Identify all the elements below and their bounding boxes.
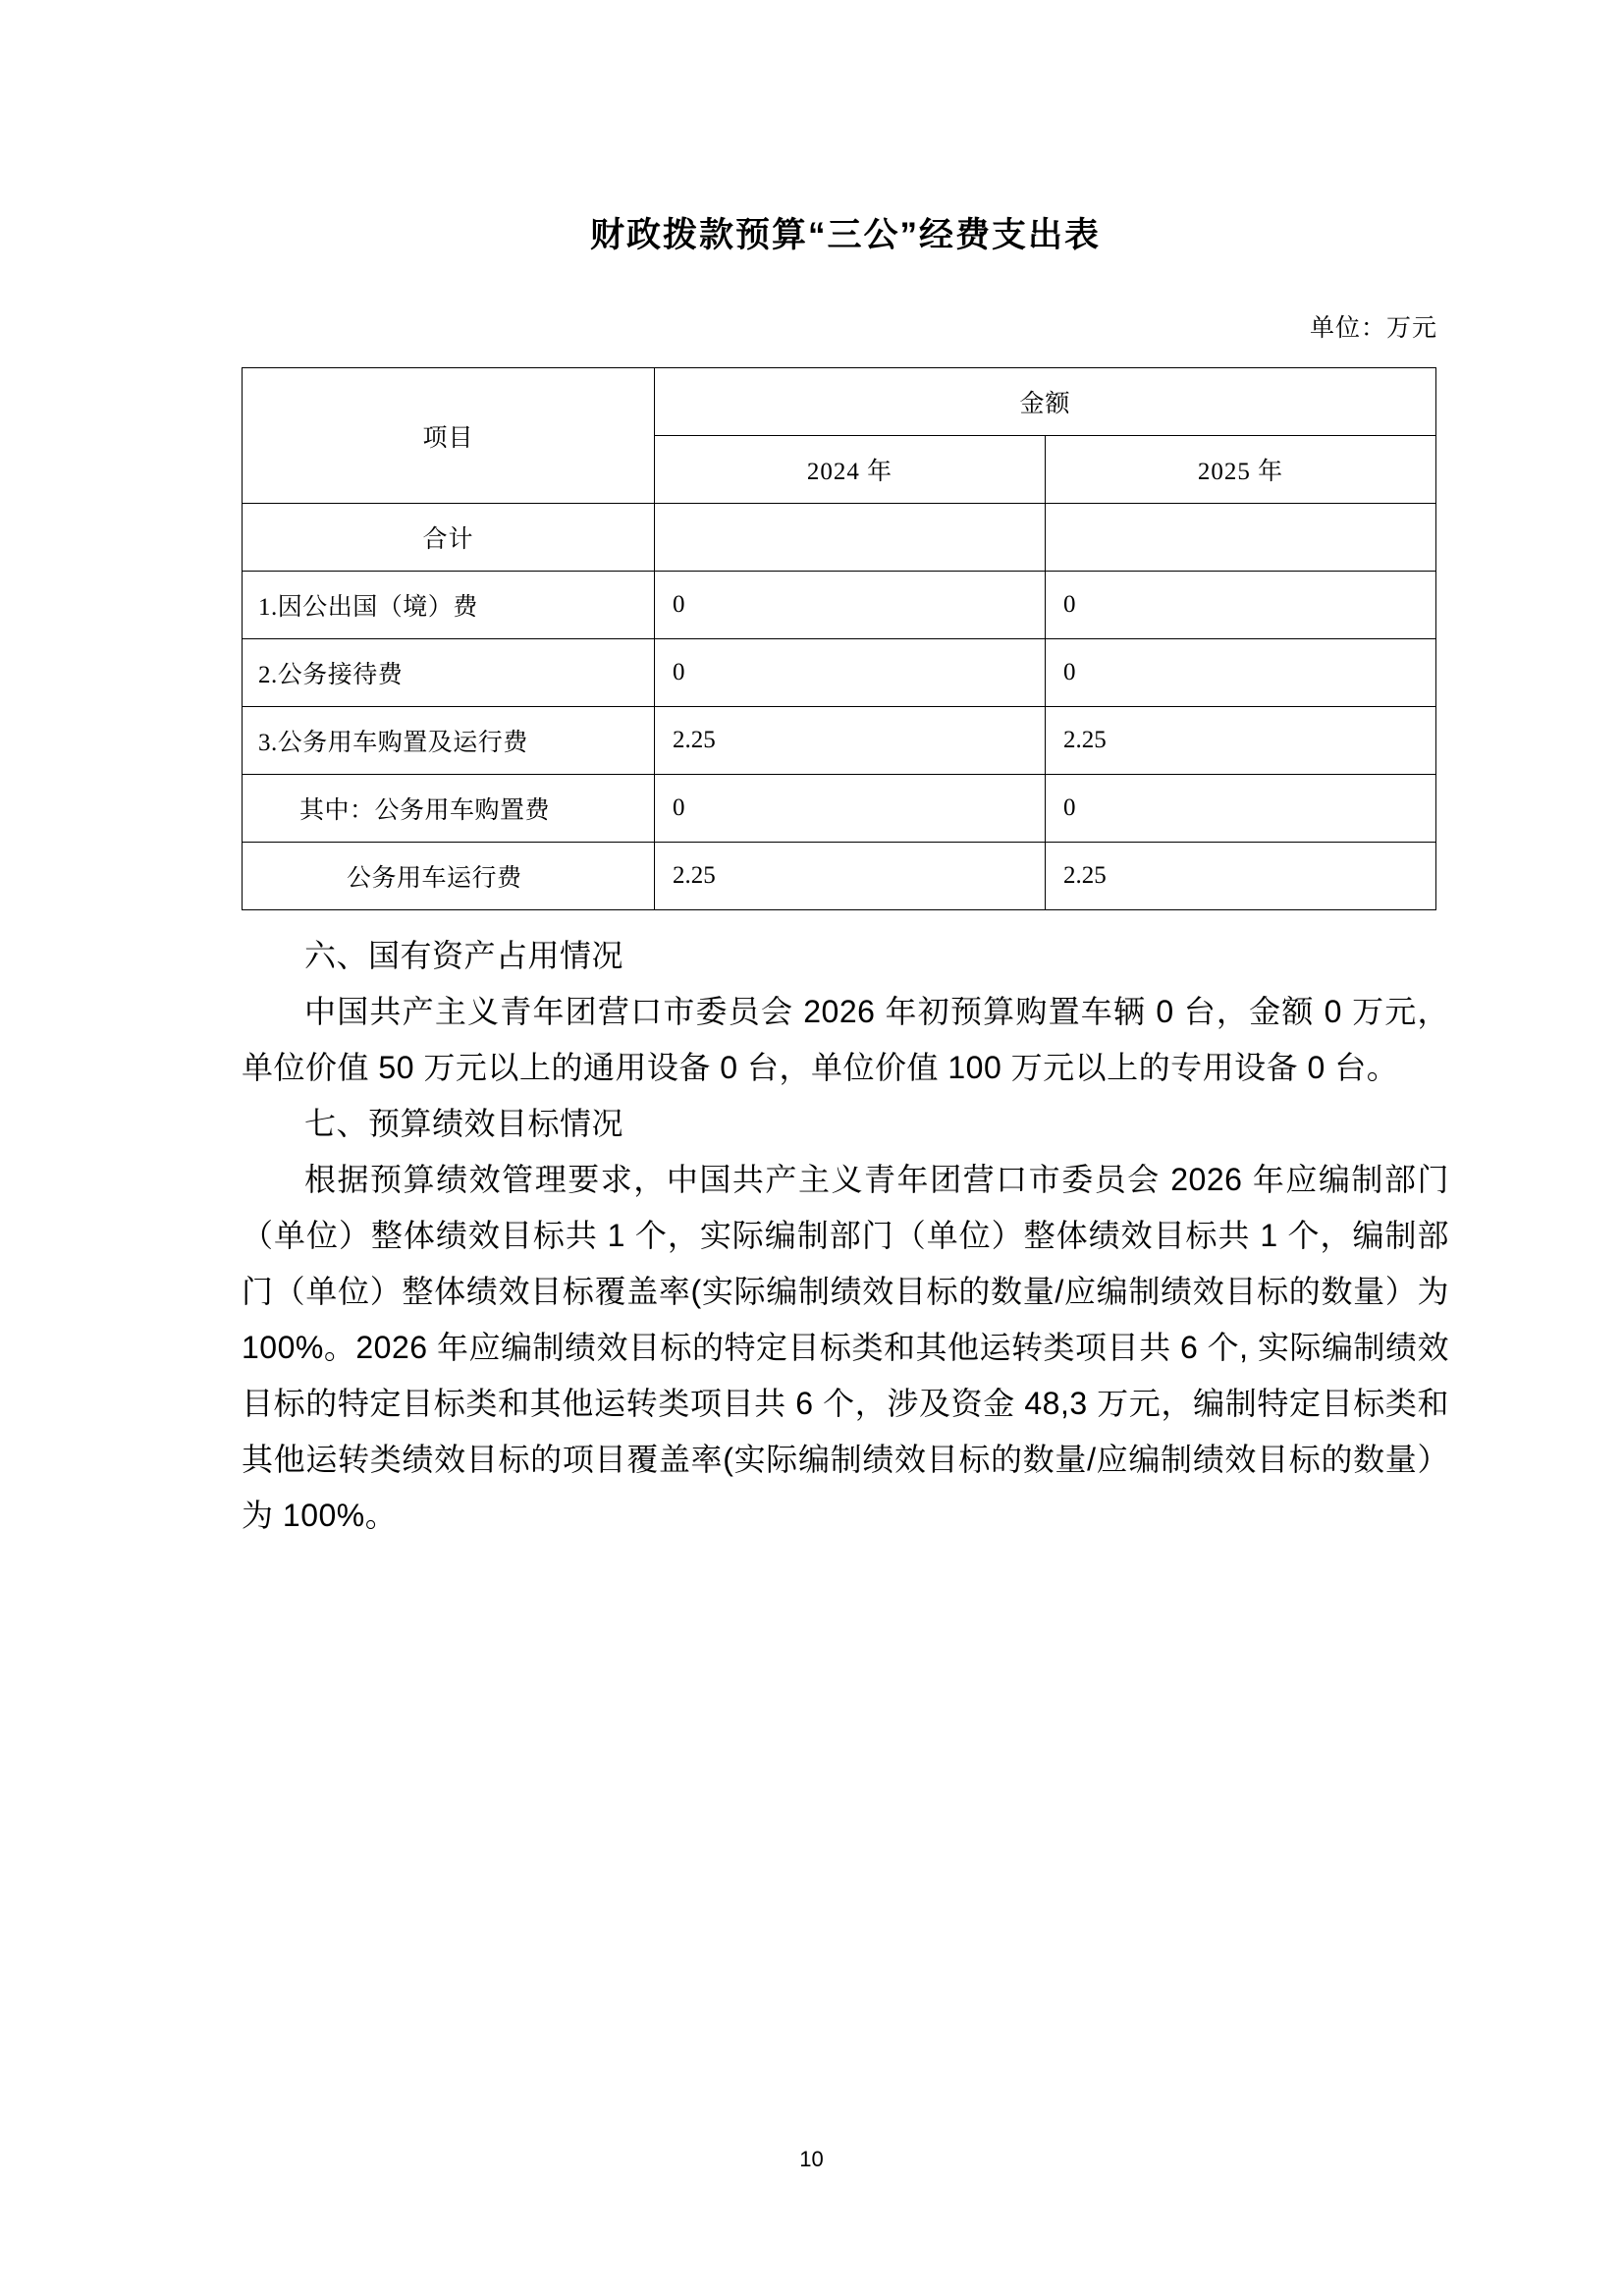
- page-number: 10: [799, 2147, 824, 2171]
- row-label-overseas: 1.因公出国（境）费: [243, 572, 655, 639]
- row-value-2025: 0: [1046, 775, 1436, 843]
- row-label-vehicle-operation: 公务用车运行费: [243, 843, 655, 910]
- row-value-2025: [1046, 504, 1436, 572]
- section-seven: [242, 1096, 1449, 1544]
- row-value-2025: 0: [1046, 639, 1436, 707]
- row-value-2024: 2.25: [655, 843, 1046, 910]
- header-year-2024: 2024 年: [655, 436, 1046, 504]
- section-six: [242, 928, 1449, 1096]
- row-value-2024: 2.25: [655, 707, 1046, 775]
- header-amount: 金额: [655, 368, 1436, 436]
- row-label-reception: 2.公务接待费: [243, 639, 655, 707]
- section-six-heading: 六、国有资产占用情况: [304, 938, 624, 973]
- unit-note: 单位：万元: [1309, 315, 1437, 342]
- table-row: [243, 504, 1436, 572]
- row-label-total: 合计: [243, 504, 655, 572]
- row-value-2024: 0: [655, 639, 1046, 707]
- header-year-2025: 2025 年: [1046, 436, 1436, 504]
- table-row: [243, 639, 1436, 707]
- table-header-row: [243, 368, 1436, 436]
- section-six-paragraph: 中国共产主义青年团营口市委员会 2026 年初预算购置车辆 0 台，金额 0 万元，单位价值 50 万元以上的通用设备 0 台，单位价值 100 万元以上的专用设备 0 台。: [242, 993, 1449, 1085]
- section-seven-paragraph: 根据预算绩效管理要求，中国共产主义青年团营口市委员会 2026 年应编制部门（单位）整体绩效目标共 1 个，实际编制部门（单位）整体绩效目标共 1 个，编制部门（单位）整体绩效目标覆盖率(实际编制绩效目标的数量/应编制绩效目标的数量）为 100%。2026 年应编制绩效目标的特定目标类和其他运转类项目共 6 个, 实际编制绩效目标的特定目标类和其他运转类项目共 6 个，涉及资金 48,3 万元，编制特定目标类和其他运转类绩效目标的项目覆盖率(实际编制绩效目标的数量/应编制绩效目标的数量）为 100%。: [242, 1161, 1449, 1533]
- row-label-vehicle-purchase: 其中：公务用车购置费: [243, 775, 655, 843]
- row-value-2025: 2.25: [1046, 707, 1436, 775]
- section-seven-heading: 七、预算绩效目标情况: [304, 1105, 624, 1141]
- header-item: 项目: [243, 368, 655, 504]
- row-value-2025: 2.25: [1046, 843, 1436, 910]
- row-value-2024: 0: [655, 572, 1046, 639]
- page-content: [242, 0, 1449, 1543]
- row-label-vehicle-total: 3.公务用车购置及运行费: [243, 707, 655, 775]
- table-row: [243, 843, 1436, 910]
- table-row: [243, 572, 1436, 639]
- row-value-2024: 0: [655, 775, 1046, 843]
- table-row: [243, 707, 1436, 775]
- table-row: [243, 775, 1436, 843]
- page-title: 财政拨款预算“三公”经费支出表: [589, 216, 1101, 254]
- row-value-2025: 0: [1046, 572, 1436, 639]
- row-value-2024: [655, 504, 1046, 572]
- three-public-expenses-table: [242, 367, 1436, 910]
